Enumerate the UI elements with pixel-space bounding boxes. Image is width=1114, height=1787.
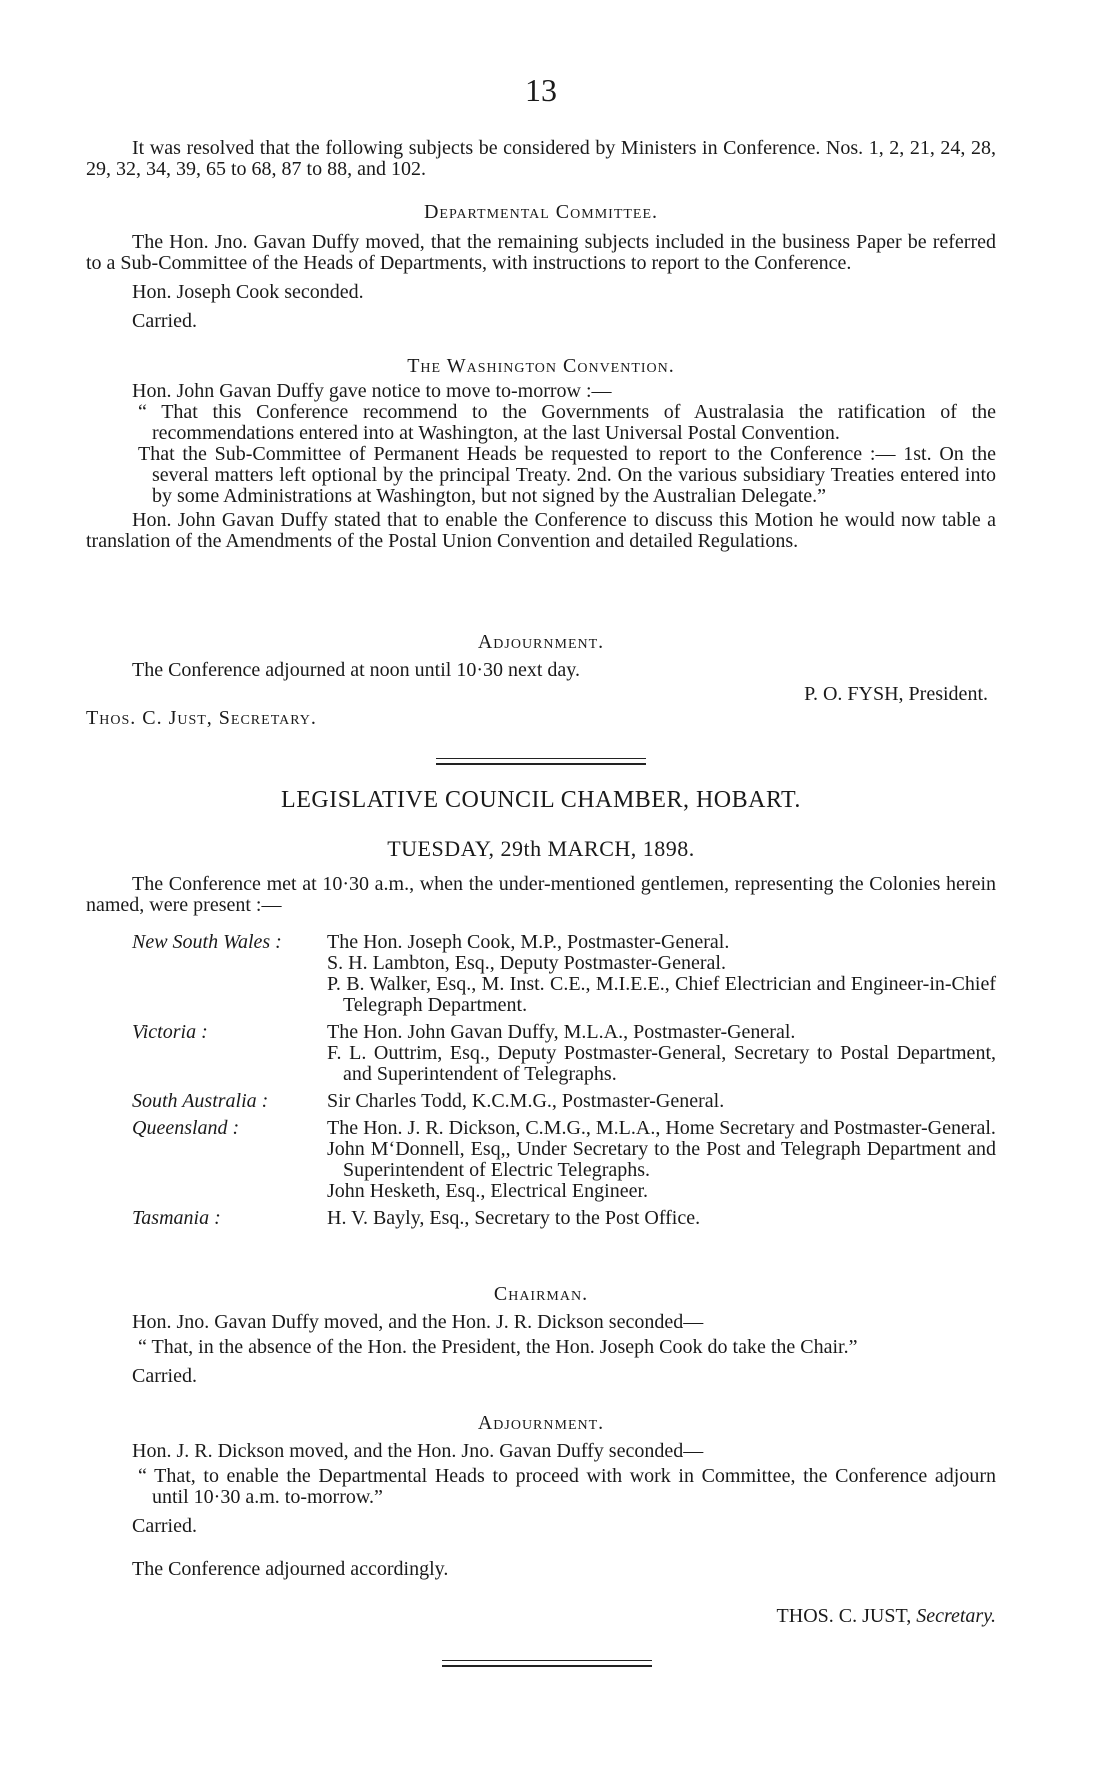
meeting-intro: The Conference met at 10·30 a.m., when the under-mentioned gentlemen, representing the Colonies herein named, were present :— <box>86 873 996 916</box>
adjourned-noon: The Conference adjourned at noon until 10·30 next day. <box>132 659 581 681</box>
secretary-title: Secretary. <box>916 1605 996 1627</box>
attendee-row-victoria <box>86 1022 996 1043</box>
colony-label-sa: South Australia : <box>132 1090 269 1112</box>
secretary-signature-1: Thos. C. Just, Secretary. <box>86 707 317 729</box>
attendee-row-nsw <box>86 932 996 953</box>
attendee-bayly: H. V. Bayly, Esq., Secretary to the Post Office. <box>327 1207 701 1229</box>
section-chairman <box>86 1312 996 1387</box>
cook-seconded: Hon. Joseph Cook seconded. <box>132 281 364 303</box>
section-adjournment-1 <box>86 660 996 729</box>
section-departmental <box>86 232 996 332</box>
attendees-list <box>86 932 996 1229</box>
heading-departmental-committee: Departmental Committee. <box>423 201 659 223</box>
meeting-place: LEGISLATIVE COUNCIL CHAMBER, HOBART. <box>281 787 801 813</box>
divider-rule-1 <box>436 758 646 765</box>
secretary-name: THOS. C. JUST, <box>776 1605 917 1627</box>
section-adjournment-2 <box>86 1441 996 1580</box>
carried-1: Carried. <box>132 310 197 332</box>
colony-label-nsw: New South Wales : <box>132 931 282 953</box>
departmental-motion: The Hon. Jno. Gavan Duffy moved, that the remaining subjects included in the business Paper be referred to a Sub-Committee of the Heads of Departments, with instructions to report to the Conference. <box>86 231 996 274</box>
attendee-dickson: The Hon. J. R. Dickson, C.M.G., M.L.A., Home Secretary and Postmaster-General. <box>327 1117 996 1139</box>
duffy-notice: Hon. John Gavan Duffy gave notice to move to-morrow :— <box>132 380 612 402</box>
attendee-todd: Sir Charles Todd, K.C.M.G., Postmaster-General. <box>327 1090 725 1112</box>
attendee-row-queensland <box>86 1118 996 1139</box>
attendee-duffy: The Hon. John Gavan Duffy, M.L.A., Postmaster-General. <box>327 1021 796 1043</box>
adjournment-motion: Hon. J. R. Dickson moved, and the Hon. Jno. Gavan Duffy seconded— <box>132 1440 704 1462</box>
attendee-lambton: S. H. Lambton, Esq., Deputy Postmaster-General. <box>327 952 726 974</box>
attendee-walker: P. B. Walker, Esq., M. Inst. C.E., M.I.E.E., Chief Electrician and Engineer-in-Chief Telegraph Department. <box>327 973 996 1016</box>
colony-label-victoria: Victoria : <box>132 1021 208 1043</box>
attendee-row-sa <box>86 1091 996 1112</box>
attendee-cont-queensland <box>86 1139 996 1202</box>
carried-2: Carried. <box>132 1365 197 1387</box>
chairman-quote: “ That, in the absence of the Hon. the President, the Hon. Joseph Cook do take the Chair.” <box>138 1336 858 1358</box>
adjourned-accordingly: The Conference adjourned accordingly. <box>132 1558 449 1580</box>
adjournment-quote: “ That, to enable the Departmental Heads to proceed with work in Committee, the Conference adjourn until 10·30 a.m. to-morrow.” <box>138 1465 996 1508</box>
attendee-cook: The Hon. Joseph Cook, M.P., Postmaster-General. <box>327 931 730 953</box>
page-number: 13 <box>525 72 557 108</box>
heading-washington-convention: The Washington Convention. <box>407 355 675 377</box>
heading-adjournment-1: Adjournment. <box>477 631 605 653</box>
washington-quote-1: “ That this Conference recommend to the Governments of Australasia the ratification of the recommendations entered into at Washington, at the last Universal Postal Convention. <box>138 401 996 444</box>
divider-rule-2 <box>442 1660 652 1667</box>
president-signature: P. O. FYSH, President. <box>804 683 988 705</box>
attendee-row-tasmania <box>86 1208 996 1229</box>
meeting-intro-block <box>86 874 996 916</box>
washington-quote-2: That the Sub-Committee of Permanent Heads be requested to report to the Conference :— 1st. On the several matters left optional by the principal Treaty. 2nd. On the various subsidiary Treaties entered into by some Administrations at Washington, but not signed by the Australian Delegate.” <box>138 443 996 507</box>
attendee-cont-victoria <box>86 1043 996 1085</box>
document-page <box>86 0 996 1787</box>
resolution-text: It was resolved that the following subjects be considered by Ministers in Conference. Nos. 1, 2, 21, 24, 28, 29, 32, 34, 39, 65 to 68, 87 to 88, and 102. <box>86 137 996 180</box>
attendee-mdonnell: John M‘Donnell, Esq,, Under Secretary to the Post and Telegraph Department and Superintendent of Electric Telegraphs. <box>327 1138 996 1181</box>
colony-label-tasmania: Tasmania : <box>132 1207 221 1229</box>
carried-3: Carried. <box>132 1515 197 1537</box>
heading-chairman: Chairman. <box>493 1283 589 1305</box>
section-subjects <box>86 138 996 180</box>
section-washington <box>86 381 996 552</box>
heading-adjournment-2: Adjournment. <box>477 1412 605 1434</box>
colony-label-queensland: Queensland : <box>132 1117 240 1139</box>
chairman-motion: Hon. Jno. Gavan Duffy moved, and the Hon. J. R. Dickson seconded— <box>132 1311 704 1333</box>
attendee-outtrim: F. L. Outtrim, Esq., Deputy Postmaster-General, Secretary to Postal Department, and Superintendent of Telegraphs. <box>327 1042 996 1085</box>
attendee-hesketh: John Hesketh, Esq., Electrical Engineer. <box>327 1180 649 1202</box>
secretary-signature-2 <box>86 1606 1004 1627</box>
meeting-date: TUESDAY, 29th MARCH, 1898. <box>387 836 695 861</box>
duffy-stated: Hon. John Gavan Duffy stated that to enable the Conference to discuss this Motion he would now table a translation of the Amendments of the Postal Union Convention and detailed Regulations. <box>86 509 996 552</box>
attendee-cont-nsw <box>86 953 996 1016</box>
